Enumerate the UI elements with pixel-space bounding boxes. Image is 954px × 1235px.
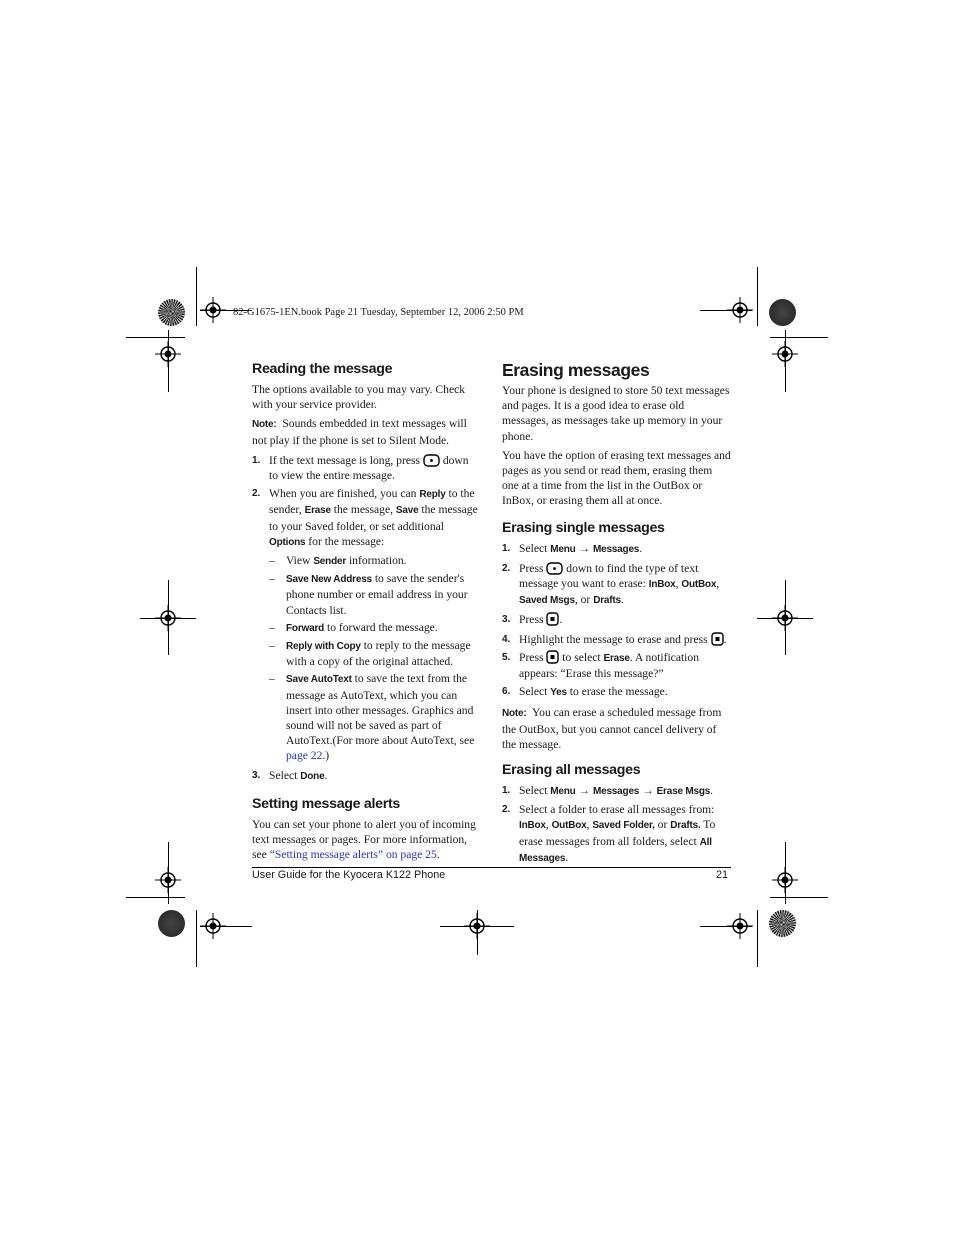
page-title: Erasing messages: [502, 360, 650, 380]
registration-mark-icon: [464, 913, 490, 939]
ok-key-icon: [546, 650, 559, 664]
reading-step-2: 2. When you are finished, you can Reply to the sender, Erase the message, Save the message to your Saved folder, or set additional Options for the message:: [252, 487, 478, 548]
registration-mark-icon: [155, 867, 181, 893]
book-page-stamp: 82-G1675-1EN.book Page 21 Tuesday, September 12, 2006 2:50 PM: [233, 307, 524, 318]
navigation-key-icon: [546, 562, 563, 575]
section-title-reading: Reading the message: [252, 361, 393, 377]
list-item: – Save AutoText to save the text from the message as AutoText, which you can insert into other messages. Graphics and sound will not be saved as part of AutoText.(For more about AutoText, see page 22.): [269, 672, 475, 763]
erasing-intro: Your phone is designed to store 50 text messages and pages. It is a good idea to erase old messages, as messages take up memory in your phone.: [502, 384, 730, 443]
list-item: – Save New Address to save the sender's phone number or email address in your Contacts list.: [269, 572, 468, 617]
left-column: [252, 361, 480, 862]
list-item: – Forward to forward the message.: [269, 620, 438, 634]
alerts-text: You can set your phone to alert you of incoming text messages or pages. For more information, see “Setting message alerts” on page 25.: [252, 817, 476, 862]
registration-mark-icon: [155, 605, 181, 631]
registration-mark-icon: [772, 605, 798, 631]
erasing-options: You have the option of erasing text messages and pages as you send or read them, erasing them one at a time from the list in the OutBox or InBox, or erasing them all at once.: [502, 448, 731, 508]
single-step-5: 5. Press to select Erase. A notification appears: “Erase this message?”: [502, 650, 699, 681]
navigation-key-icon: [423, 454, 440, 467]
section-title-single: Erasing single messages: [502, 519, 665, 536]
single-step-2: 2. Press down to find the type of text message you want to erase: InBox, OutBox, Saved Msgs, or Drafts.: [502, 561, 720, 607]
all-step-2: 2. Select a folder to erase all messages from: InBox, OutBox, Saved Folder, or Drafts. To erase messages from all folders, select All Messages.: [502, 803, 716, 864]
setting-message-alerts-link[interactable]: “Setting message alerts” on page 25: [269, 848, 437, 862]
footer-guide-title: User Guide for the Kyocera K122 Phone: [252, 869, 446, 881]
single-step-6: 6. Select Yes to erase the message.: [502, 685, 668, 699]
registration-mark-icon: [155, 341, 181, 367]
single-step-1: 1. Select Menu → Messages.: [502, 541, 643, 555]
registration-mark-icon: [200, 297, 226, 323]
reading-note: Note: Sounds embedded in text messages will not play if the phone is set to Silent Mode.: [252, 417, 467, 447]
page-number: 21: [716, 869, 729, 881]
reading-intro: The options available to you may vary. Check with your service provider.: [252, 383, 466, 412]
reading-step-1: 1. If the text message is long, press down to view the entire message.: [252, 453, 469, 483]
section-title-all: Erasing all messages: [502, 762, 641, 779]
single-step-3: 3. Press .: [502, 613, 563, 627]
footer-rule: [252, 867, 731, 868]
page-22-link[interactable]: page 22: [286, 749, 323, 763]
reading-step-3: 3. Select Done.: [252, 768, 328, 782]
ok-key-icon: [711, 632, 724, 646]
color-bar-wheel-icon: [769, 910, 796, 937]
right-column: [502, 360, 731, 866]
color-bar-wheel-icon: [769, 299, 796, 326]
registration-mark-icon: [772, 341, 798, 367]
list-item: – View Sender information.: [269, 554, 407, 568]
registration-mark-icon: [727, 297, 753, 323]
reading-options-list: [252, 553, 480, 764]
section-title-alerts: Setting message alerts: [252, 795, 400, 812]
all-step-1: 1. Select Menu → Messages → Erase Msgs.: [502, 784, 714, 798]
registration-mark-icon: [727, 913, 753, 939]
single-step-4: 4. Highlight the message to erase and press .: [502, 632, 727, 646]
list-item: – Reply with Copy to reply to the message with a copy of the original attached.: [269, 639, 471, 669]
registration-mark-icon: [772, 867, 798, 893]
registration-mark-icon: [200, 913, 226, 939]
color-bar-wheel-icon: [158, 910, 185, 937]
color-bar-wheel-icon: [158, 299, 185, 326]
ok-key-icon: [546, 612, 559, 626]
single-note: Note: You can erase a scheduled message from the OutBox, but you cannot cancel delivery of the message.: [502, 706, 722, 751]
